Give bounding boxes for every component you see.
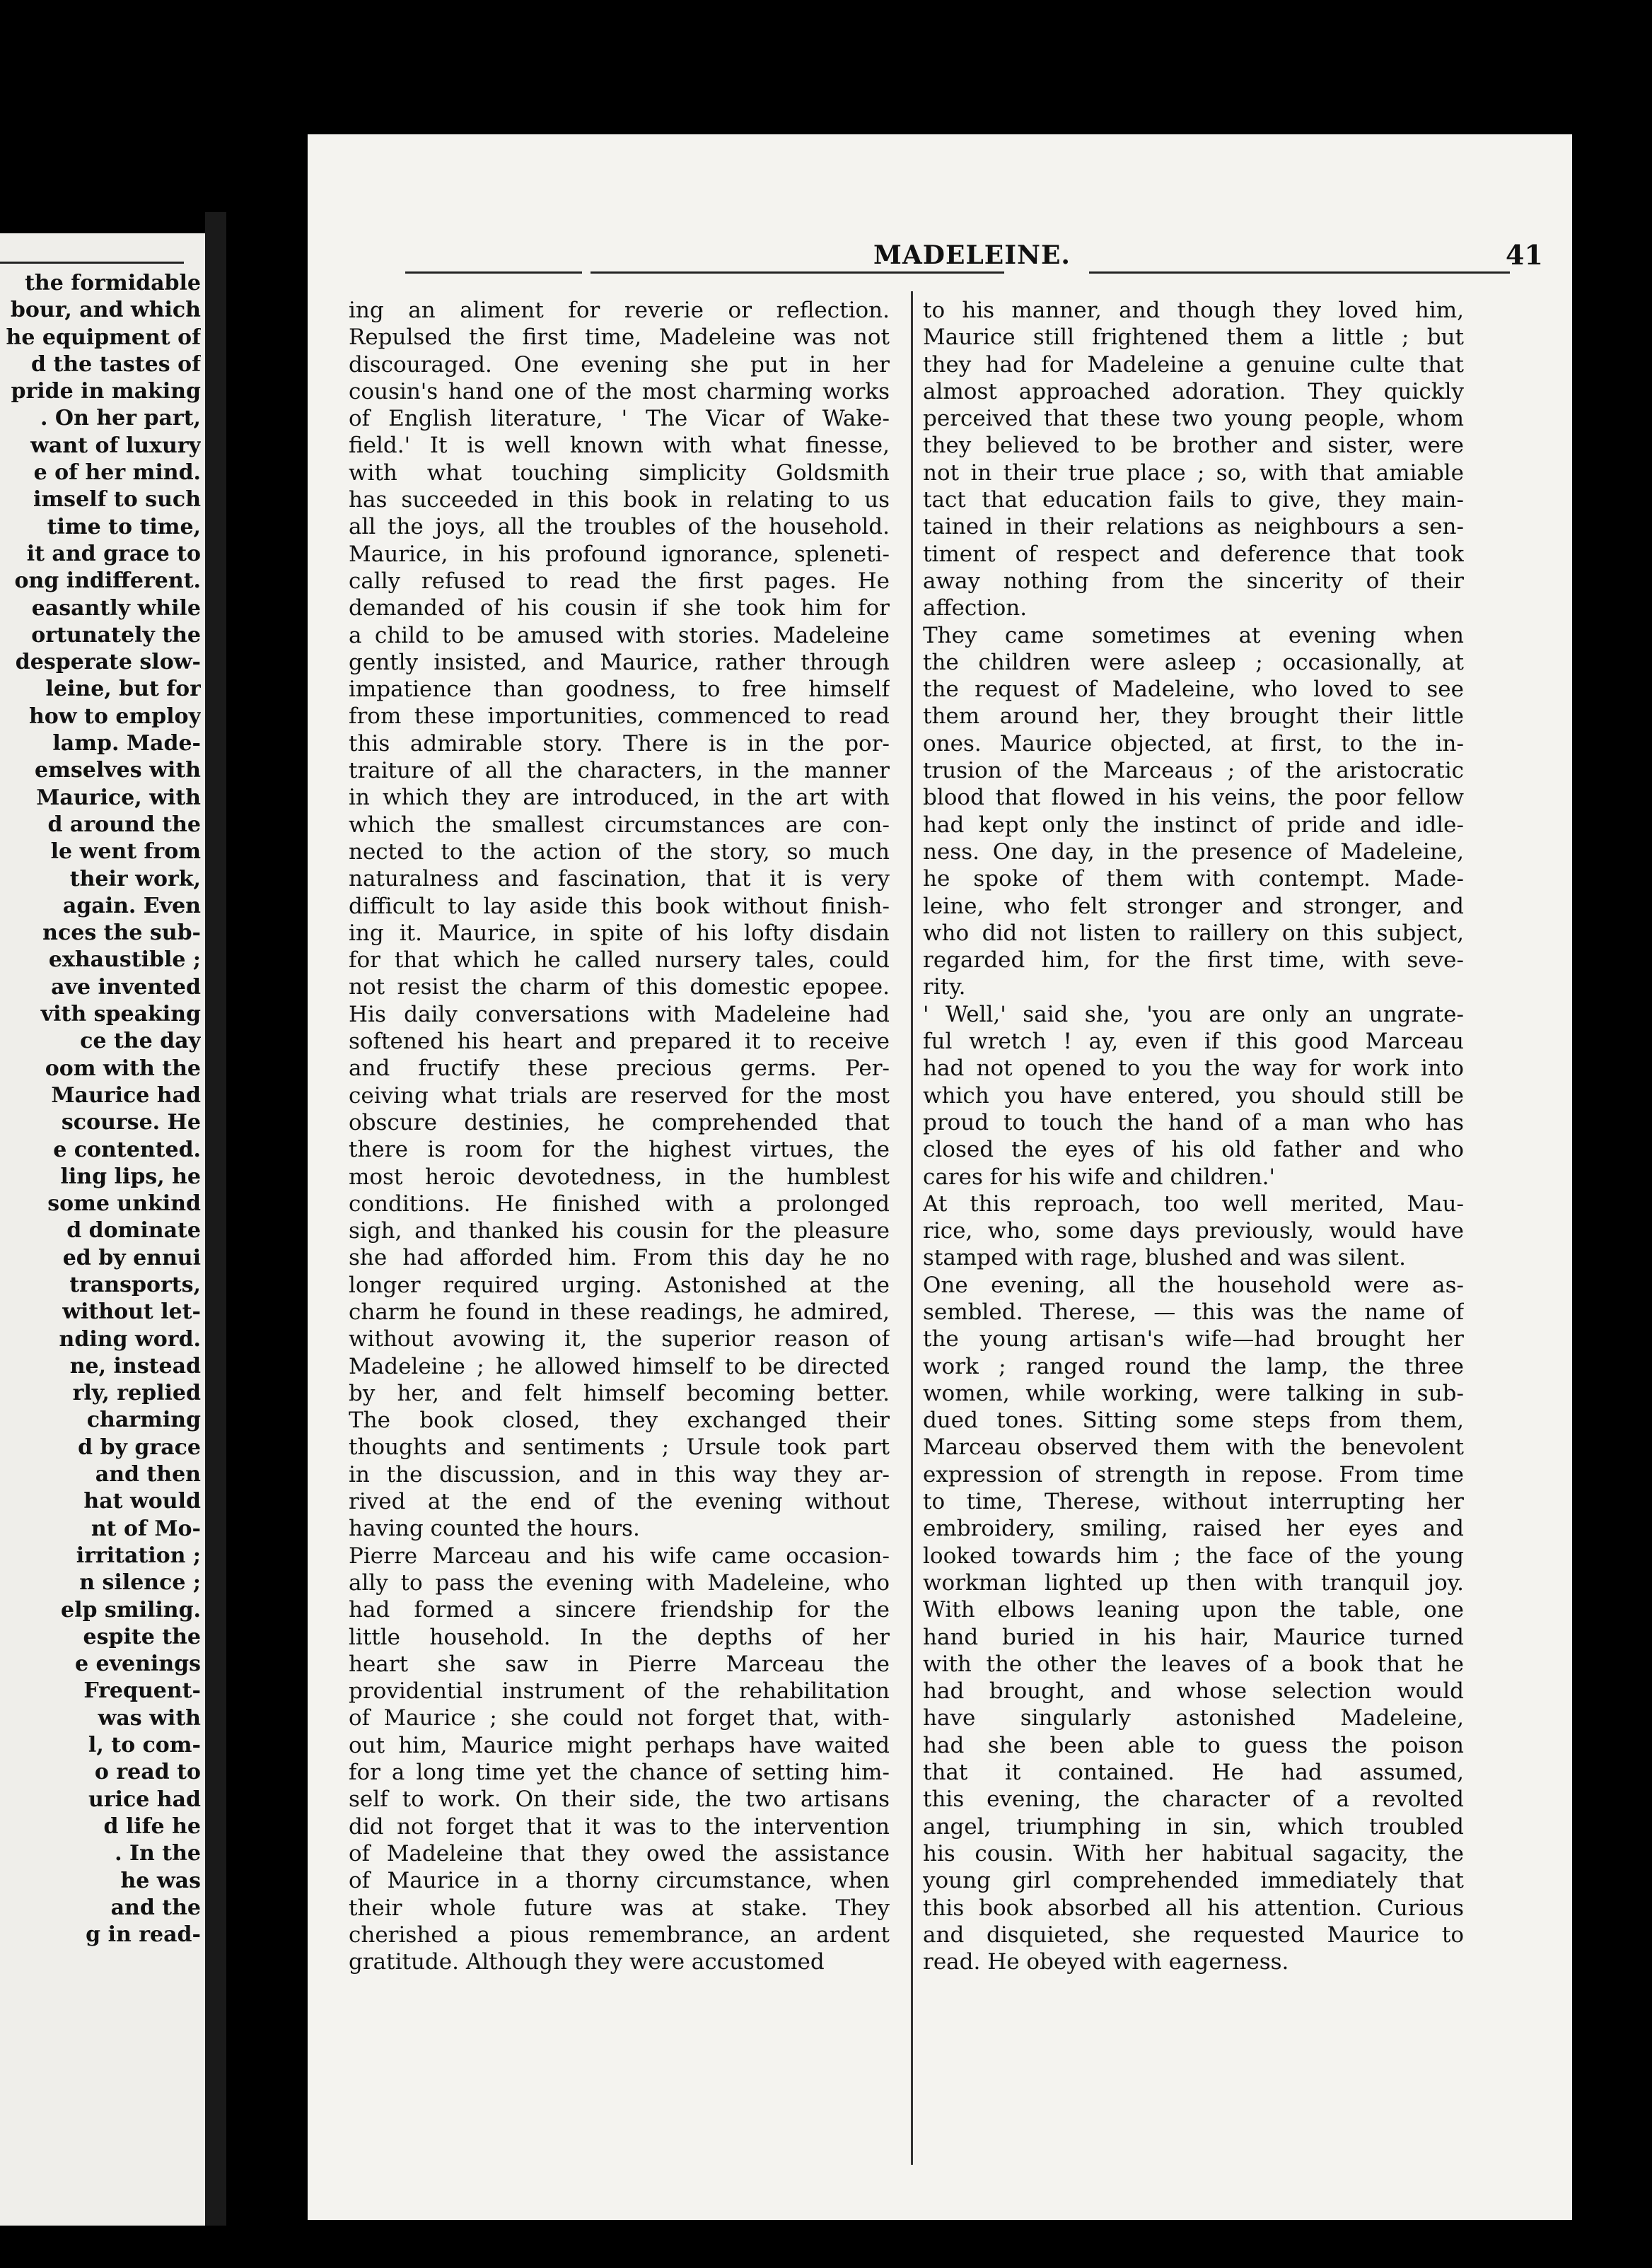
text-line: in which they are introduced, in the art with xyxy=(349,785,890,811)
text-line: workman lighted up then with tranquil joy. xyxy=(923,1570,1464,1596)
text-line: of Madeleine that they owed the assistance xyxy=(349,1840,890,1866)
text-line: which the smallest circumstances are con- xyxy=(349,812,890,838)
text-line: he spoke of them with contempt. Made- xyxy=(923,866,1464,892)
left-page-line: he was xyxy=(120,1868,201,1893)
text-line: stamped with rage, blushed and was silent. xyxy=(923,1245,1406,1271)
text-line: At this reproach, too well merited, Mau- xyxy=(923,1191,1464,1217)
text-line: cally refused to read the first pages. He xyxy=(349,568,890,594)
text-line: Pierre Marceau and his wife came occasion- xyxy=(349,1543,890,1569)
left-page-line: irritation ; xyxy=(76,1543,201,1568)
text-line: rived at the end of the evening without xyxy=(349,1489,890,1515)
text-line: timent of respect and deference that took xyxy=(923,541,1464,567)
text-column-right xyxy=(923,297,1464,1975)
left-page-line: d around the xyxy=(47,812,201,837)
text-line: cherished a pious remembrance, an ardent xyxy=(349,1922,890,1948)
left-page-line: e evenings xyxy=(74,1652,201,1677)
text-line: them around her, they brought their little xyxy=(923,703,1464,730)
text-line: by her, and felt himself becoming better. xyxy=(349,1380,890,1406)
header-rule-left xyxy=(591,271,1004,274)
text-line: Repulsed the first time, Madeleine was not xyxy=(349,325,890,351)
text-line: almost approached adoration. They quickly xyxy=(923,378,1464,404)
text-line: cousin's hand one of the most charming works xyxy=(349,378,890,404)
text-line: ing an aliment for reverie or reflection. xyxy=(349,298,890,323)
text-line: rice, who, some days previously, would have xyxy=(923,1218,1464,1244)
left-page-line: without let- xyxy=(62,1299,201,1325)
text-line: had not opened to you the way for work into xyxy=(923,1056,1464,1082)
text-line: all the joys, all the troubles of the household. xyxy=(349,514,890,540)
left-page-line: g in read- xyxy=(86,1922,201,1948)
left-page-line: d the tastes of xyxy=(31,351,201,377)
text-line: young girl comprehended immediately that xyxy=(923,1868,1464,1894)
left-page-line: d dominate xyxy=(66,1218,201,1244)
text-line: to his manner, and though they loved him, xyxy=(923,298,1464,323)
text-line: tained in their relations as neighbours a sen- xyxy=(923,514,1464,540)
left-page-line: want of luxury xyxy=(30,433,201,458)
book-page xyxy=(308,134,1572,2220)
text-line: ceiving what trials are reserved for the most xyxy=(349,1082,890,1109)
left-page-line: it and grace to xyxy=(26,541,201,566)
text-line: rity. xyxy=(923,974,966,1000)
left-page-line: nt of Mo- xyxy=(91,1516,201,1541)
text-line: little household. In the depths of her xyxy=(349,1624,890,1650)
text-line: impatience than goodness, to free himself xyxy=(349,677,890,703)
text-line: One evening, all the household were as- xyxy=(923,1272,1464,1298)
left-page-line: d by grace xyxy=(78,1434,201,1460)
left-page-line: oom with the xyxy=(45,1056,201,1081)
text-line: field.' It is well known with what finesse, xyxy=(349,433,890,459)
left-page-line: lamp. Made- xyxy=(52,731,201,756)
left-page-line: e of her mind. xyxy=(33,460,201,486)
text-line: regarded him, for the first time, with seve- xyxy=(923,947,1464,974)
text-line: ful wretch ! ay, even if this good Marceau xyxy=(923,1029,1464,1055)
text-line: gratitude. Although they were accustomed xyxy=(349,1949,825,1975)
left-page-line: urice had xyxy=(88,1787,201,1812)
text-line: sembled. Therese, — this was the name of xyxy=(923,1299,1464,1325)
left-page-line: charming xyxy=(86,1408,201,1433)
text-line: His daily conversations with Madeleine had xyxy=(349,1001,890,1027)
text-line: perceived that these two young people, whom xyxy=(923,406,1464,432)
text-line: of Maurice ; she could not forget that, with- xyxy=(349,1705,890,1731)
text-line: women, while working, were talking in sub- xyxy=(923,1380,1464,1406)
text-line: difficult to lay aside this book without finish- xyxy=(349,893,890,919)
text-line: having counted the hours. xyxy=(349,1516,640,1542)
left-page-line: how to employ xyxy=(28,703,201,729)
text-line: demanded of his cousin if she took him for xyxy=(349,595,890,621)
left-page-line: ong indifferent. xyxy=(14,568,201,594)
text-line: their whole future was at stake. They xyxy=(349,1895,890,1921)
text-line: not resist the charm of this domestic epopee. xyxy=(349,974,890,1000)
column-divider xyxy=(911,291,913,2165)
text-line: charm he found in these readings, he admired, xyxy=(349,1299,890,1325)
text-line: conditions. He finished with a prolonged xyxy=(349,1191,890,1217)
left-page-line: ortunately the xyxy=(31,622,201,648)
text-line: sigh, and thanked his cousin for the pleasure xyxy=(349,1218,890,1244)
text-line: leine, who felt stronger and stronger, and xyxy=(923,893,1464,919)
left-page-line: again. Even xyxy=(62,893,201,918)
text-line: cares for his wife and children.' xyxy=(923,1164,1275,1190)
text-line: has succeeded in this book in relating to us xyxy=(349,487,890,513)
left-page-line: . In the xyxy=(115,1841,201,1866)
text-line: expression of strength in repose. From time xyxy=(923,1461,1464,1487)
text-line: had she been able to guess the poison xyxy=(923,1732,1464,1758)
text-line: Marceau observed them with the benevolent xyxy=(923,1434,1464,1461)
left-page-line: the formidable xyxy=(25,271,201,296)
text-line: angel, triumphing in sin, which troubled xyxy=(923,1813,1464,1840)
text-line: to time, Therese, without interrupting her xyxy=(923,1489,1464,1515)
text-line: providential instrument of the rehabilitation xyxy=(349,1678,890,1705)
text-line: the children were asleep ; occasionally, at xyxy=(923,649,1464,675)
text-line: they had for Madeleine a genuine culte that xyxy=(923,351,1464,378)
text-line: dued tones. Sitting some steps from them, xyxy=(923,1408,1464,1434)
left-page-line: emselves with xyxy=(35,758,201,783)
text-line: self to work. On their side, the two artisans xyxy=(349,1787,890,1813)
left-page-line: ave invented xyxy=(51,974,201,1000)
text-line: from these importunities, commenced to read xyxy=(349,703,890,730)
left-page-line: and then xyxy=(95,1462,201,1487)
text-line: naturalness and fascination, that it is very xyxy=(349,866,890,892)
text-line: hand buried in his hair, Maurice turned xyxy=(923,1624,1464,1650)
text-line: discouraged. One evening she put in her xyxy=(349,351,890,378)
text-line: ing it. Maurice, in spite of his lofty disdain xyxy=(349,920,890,946)
text-line: embroidery, smiling, raised her eyes and xyxy=(923,1516,1464,1542)
left-page-line: desperate slow- xyxy=(15,650,201,675)
text-line: gently insisted, and Maurice, rather through xyxy=(349,649,890,675)
text-line: ' Well,' said she, 'you are only an ungrate- xyxy=(923,1001,1464,1027)
left-page-line: ce the day xyxy=(80,1029,201,1054)
left-page-line: n silence ; xyxy=(79,1570,201,1596)
left-page-line: was with xyxy=(98,1705,201,1731)
text-line: work ; ranged round the lamp, the three xyxy=(923,1353,1464,1379)
text-line: in the discussion, and in this way they ar- xyxy=(349,1461,890,1487)
text-line: They came sometimes at evening when xyxy=(923,622,1464,648)
left-page-line: transports, xyxy=(69,1272,201,1297)
left-page-line: espite the xyxy=(83,1624,201,1649)
left-page-line: nces the sub- xyxy=(42,920,201,946)
text-line: had kept only the instinct of pride and idle- xyxy=(923,812,1464,838)
text-line: with the other the leaves of a book that he xyxy=(923,1651,1464,1677)
page-gutter xyxy=(205,212,226,2262)
text-line: thoughts and sentiments ; Ursule took part xyxy=(349,1434,890,1461)
text-line: looked towards him ; the face of the young xyxy=(923,1543,1464,1569)
text-line: out him, Maurice might perhaps have waited xyxy=(349,1732,890,1758)
text-line: nected to the action of the story, so much xyxy=(349,838,890,865)
text-line: longer required urging. Astonished at the xyxy=(349,1272,890,1298)
left-page-fragment xyxy=(0,233,205,2255)
left-page-header-rule xyxy=(0,262,184,264)
text-line: read. He obeyed with eagerness. xyxy=(923,1949,1289,1975)
left-page-line: leine, but for xyxy=(45,677,201,702)
left-page-line: easantly while xyxy=(31,595,201,621)
left-page-line: their work, xyxy=(69,866,201,892)
left-page-line: d life he xyxy=(103,1813,201,1839)
text-line: Maurice still frightened them a little ; but xyxy=(923,325,1464,351)
left-page-line: . On her part, xyxy=(40,406,201,431)
running-header-title: MADELEINE. xyxy=(873,240,1071,270)
binding-edge xyxy=(1572,0,1652,2268)
left-page-line: pride in making xyxy=(11,379,201,404)
text-line: proud to touch the hand of a man who has xyxy=(923,1109,1464,1135)
text-line: ones. Maurice objected, at first, to the in- xyxy=(923,730,1464,756)
text-line: there is room for the highest virtues, the xyxy=(349,1137,890,1163)
text-line: the request of Madeleine, who loved to see xyxy=(923,677,1464,703)
text-line: had brought, and whose selection would xyxy=(923,1678,1464,1705)
text-line: obscure destinies, he comprehended that xyxy=(349,1109,890,1135)
text-line: Madeleine ; he allowed himself to be directed xyxy=(349,1353,890,1379)
header-rule-left-short xyxy=(405,271,582,274)
text-line: and fructify these precious germs. Per- xyxy=(349,1056,890,1082)
text-line: for that which he called nursery tales, could xyxy=(349,947,890,974)
left-page-line: and the xyxy=(110,1895,201,1920)
text-line: a child to be amused with stories. Madeleine xyxy=(349,622,890,648)
text-line: closed the eyes of his old father and who xyxy=(923,1137,1464,1163)
left-page-line: some unkind xyxy=(47,1191,201,1217)
text-line: which you have entered, you should still be xyxy=(923,1082,1464,1109)
text-line: they believed to be brother and sister, were xyxy=(923,433,1464,459)
left-page-line: rly, replied xyxy=(72,1381,201,1406)
left-page-line: Maurice, with xyxy=(36,785,201,810)
text-line: not in their true place ; so, with that amiable xyxy=(923,460,1464,486)
left-page-line: e contented. xyxy=(53,1137,201,1162)
text-line: had formed a sincere friendship for the xyxy=(349,1597,890,1623)
text-column-left xyxy=(349,297,890,1975)
text-line: have singularly astonished Madeleine, xyxy=(923,1705,1464,1731)
left-page-line: exhaustible ; xyxy=(48,947,201,973)
text-line: and disquieted, she requested Maurice to xyxy=(923,1922,1464,1948)
text-line: away nothing from the sincerity of their xyxy=(923,568,1464,594)
left-page-line: vith speaking xyxy=(40,1002,201,1027)
text-line: with what touching simplicity Goldsmith xyxy=(349,460,890,486)
text-line: Maurice, in his profound ignorance, spleneti- xyxy=(349,541,890,567)
page-number: 41 xyxy=(1506,239,1543,271)
text-line: ness. One day, in the presence of Madeleine, xyxy=(923,838,1464,865)
text-line: who did not listen to raillery on this subject, xyxy=(923,920,1464,946)
left-page-line: le went from xyxy=(50,839,201,865)
left-page-line: imself to such xyxy=(33,487,201,513)
text-line: The book closed, they exchanged their xyxy=(349,1408,890,1434)
left-page-line: o read to xyxy=(94,1760,201,1785)
left-page-line: bour, and which xyxy=(10,298,201,323)
text-line: for a long time yet the chance of setting him- xyxy=(349,1760,890,1786)
left-page-line: elp smiling. xyxy=(61,1597,201,1623)
text-line: that it contained. He had assumed, xyxy=(923,1760,1464,1786)
text-line: heart she saw in Pierre Marceau the xyxy=(349,1651,890,1677)
left-page-line: time to time, xyxy=(47,514,201,539)
left-page-line: ne, instead xyxy=(69,1353,201,1379)
text-line: tact that education fails to give, they main- xyxy=(923,487,1464,513)
text-line: softened his heart and prepared it to receive xyxy=(349,1029,890,1055)
scan-bottom-edge xyxy=(0,2226,1652,2268)
text-line: this book absorbed all his attention. Curious xyxy=(923,1895,1464,1921)
text-line: she had afforded him. From this day he no xyxy=(349,1245,890,1271)
left-page-line: he equipment of xyxy=(6,325,201,350)
text-line: most heroic devotedness, in the humblest xyxy=(349,1164,890,1190)
text-line: affection. xyxy=(923,595,1028,621)
left-page-line: Frequent- xyxy=(83,1678,201,1704)
left-page-line: hat would xyxy=(83,1489,201,1514)
left-page-line: scourse. He xyxy=(61,1110,201,1135)
text-line: trusion of the Marceaus ; of the aristocratic xyxy=(923,758,1464,784)
text-line: blood that flowed in his veins, the poor fellow xyxy=(923,785,1464,811)
header-rule-right xyxy=(1089,271,1510,274)
text-line: without avowing it, the superior reason of xyxy=(349,1326,890,1352)
left-page-line: l, to com- xyxy=(88,1733,201,1758)
text-line: With elbows leaning upon the table, one xyxy=(923,1597,1464,1623)
text-line: traiture of all the characters, in the manner xyxy=(349,758,890,784)
text-line: this evening, the character of a revolted xyxy=(923,1787,1464,1813)
text-line: this admirable story. There is in the por- xyxy=(349,730,890,756)
text-line: of Maurice in a thorny circumstance, when xyxy=(349,1868,890,1894)
left-page-line: Maurice had xyxy=(51,1082,201,1108)
left-page-line: ed by ennui xyxy=(62,1245,201,1270)
left-page-line: ling lips, he xyxy=(60,1164,201,1189)
text-line: his cousin. With her habitual sagacity, the xyxy=(923,1840,1464,1866)
text-line: did not forget that it was to the intervention xyxy=(349,1813,890,1840)
text-line: ally to pass the evening with Madeleine, who xyxy=(349,1570,890,1596)
left-page-text-column xyxy=(0,270,201,1948)
text-line: the young artisan's wife—had brought her xyxy=(923,1326,1464,1352)
left-page-line: nding word. xyxy=(59,1326,201,1352)
text-line: of English literature, ' The Vicar of Wake- xyxy=(349,406,890,432)
